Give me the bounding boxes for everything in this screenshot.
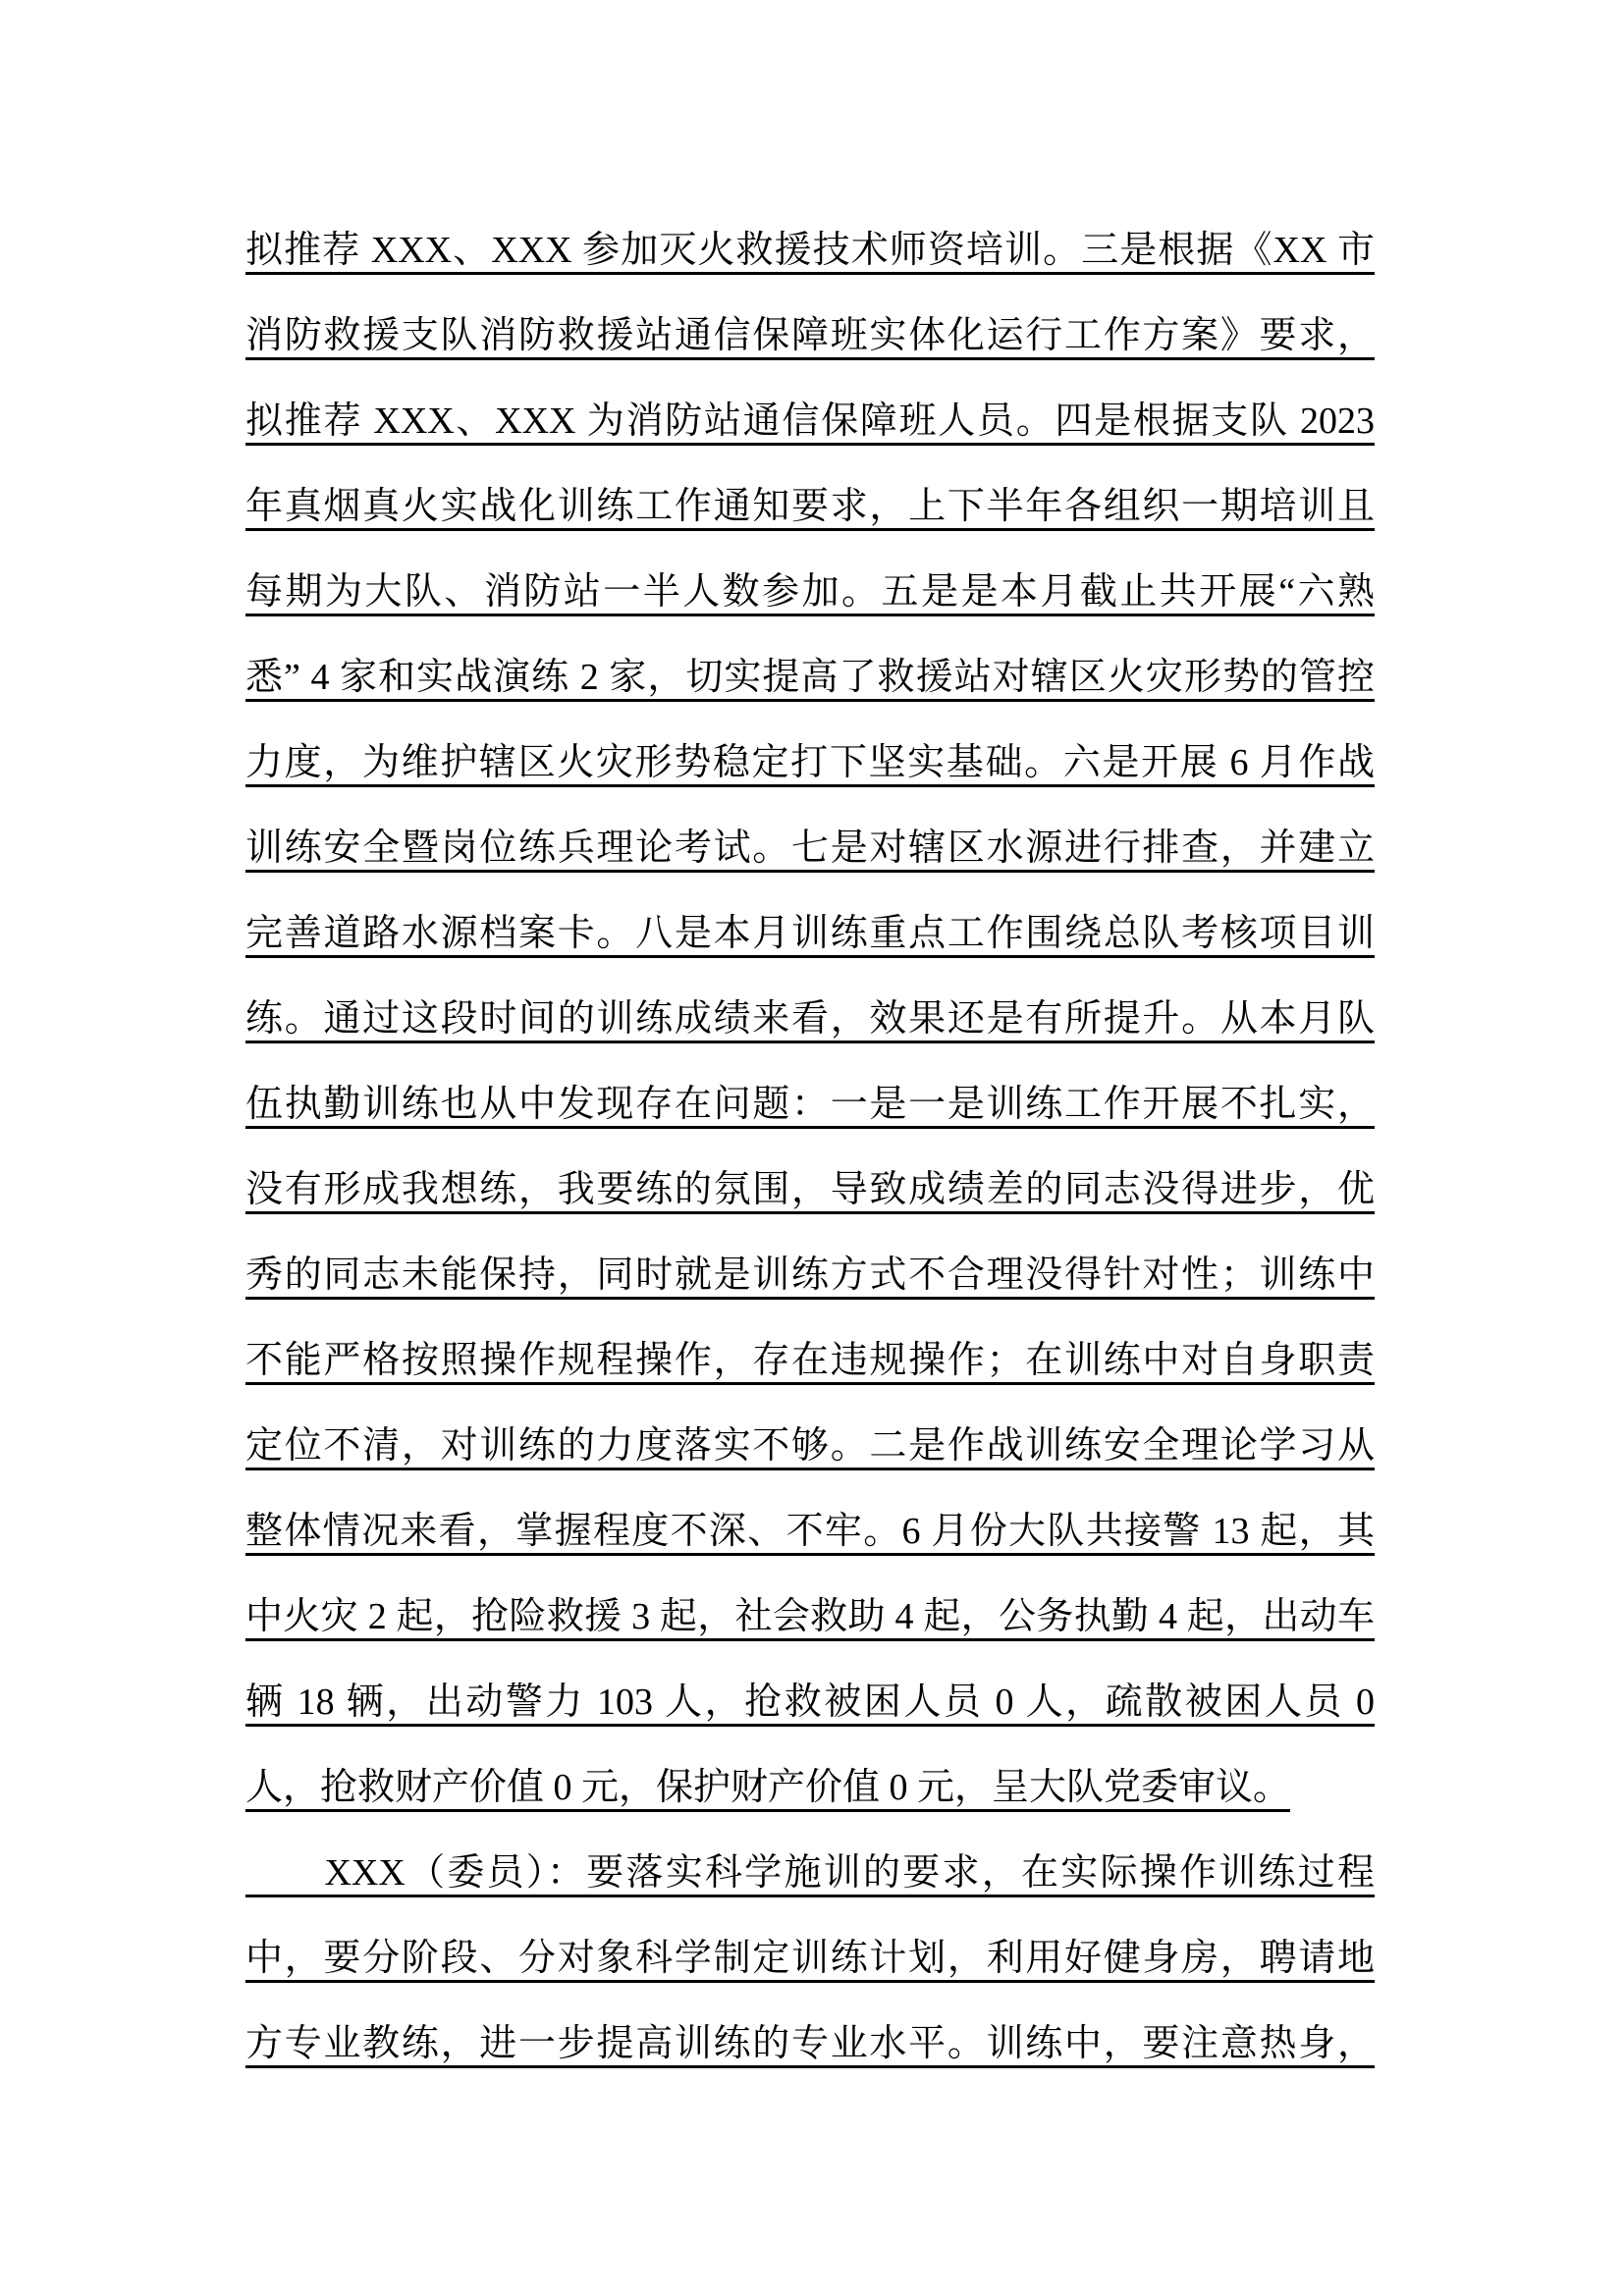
text-line: 拟推荐 XXX、XXX 参加灭火救援技术师资培训。三是根据《XX 市	[245, 230, 1375, 271]
text-line: 消防救援支队消防救援站通信保障班实体化运行工作方案》要求，	[245, 315, 1375, 356]
text-line: 力度，为维护辖区火灾形势稳定打下坚实基础。六是开展 6 月作战	[245, 742, 1375, 783]
text-line: 年真烟真火实战化训练工作通知要求，上下半年各组织一期培训且	[245, 486, 1375, 527]
text-line: 定位不清，对训练的力度落实不够。二是作战训练安全理论学习从	[245, 1425, 1375, 1467]
text-line: 练。通过这段时间的训练成绩来看，效果还是有所提升。从本月队	[245, 998, 1375, 1040]
text-line: XXX（委员）：要落实科学施训的要求，在实际操作训练过程	[245, 1852, 1375, 1894]
document-body	[245, 208, 1375, 2087]
text-line: 每期为大队、消防站一半人数参加。五是是本月截止共开展“六熟	[245, 571, 1375, 613]
text-line: 伍执勤训练也从中发现存在问题：一是一是训练工作开展不扎实，	[245, 1084, 1375, 1125]
text-line: 拟推荐 XXX、XXX 为消防站通信保障班人员。四是根据支队 2023	[245, 400, 1375, 442]
text-line: 人，抢救财产价值 0 元，保护财产价值 0 元，呈大队党委审议。	[245, 1767, 1291, 1808]
text-line: 整体情况来看，掌握程度不深、不牢。6 月份大队共接警 13 起，其	[245, 1511, 1375, 1552]
text-line: 中，要分阶段、分对象科学制定训练计划，利用好健身房，聘请地	[245, 1938, 1375, 1979]
text-line: 悉” 4 家和实战演练 2 家，切实提高了救援站对辖区火灾形势的管控	[245, 657, 1375, 698]
text-line: 方专业教练，进一步提高训练的专业水平。训练中，要注意热身，	[245, 2023, 1375, 2064]
text-line: 不能严格按照操作规程操作，存在违规操作；在训练中对自身职责	[245, 1340, 1375, 1381]
text-line: 没有形成我想练，我要练的氛围，导致成绩差的同志没得进步，优	[245, 1169, 1375, 1210]
text-line: 辆 18 辆，出动警力 103 人，抢救被困人员 0 人，疏散被困人员 0	[245, 1682, 1375, 1723]
text-line: 训练安全暨岗位练兵理论考试。七是对辖区水源进行排查，并建立	[245, 828, 1375, 869]
text-line: 秀的同志未能保持，同时就是训练方式不合理没得针对性；训练中	[245, 1255, 1375, 1296]
text-line: 中火灾 2 起，抢险救援 3 起，社会救助 4 起，公务执勤 4 起，出动车	[245, 1596, 1375, 1637]
text-line: 完善道路水源档案卡。八是本月训练重点工作围绕总队考核项目训	[245, 913, 1375, 954]
